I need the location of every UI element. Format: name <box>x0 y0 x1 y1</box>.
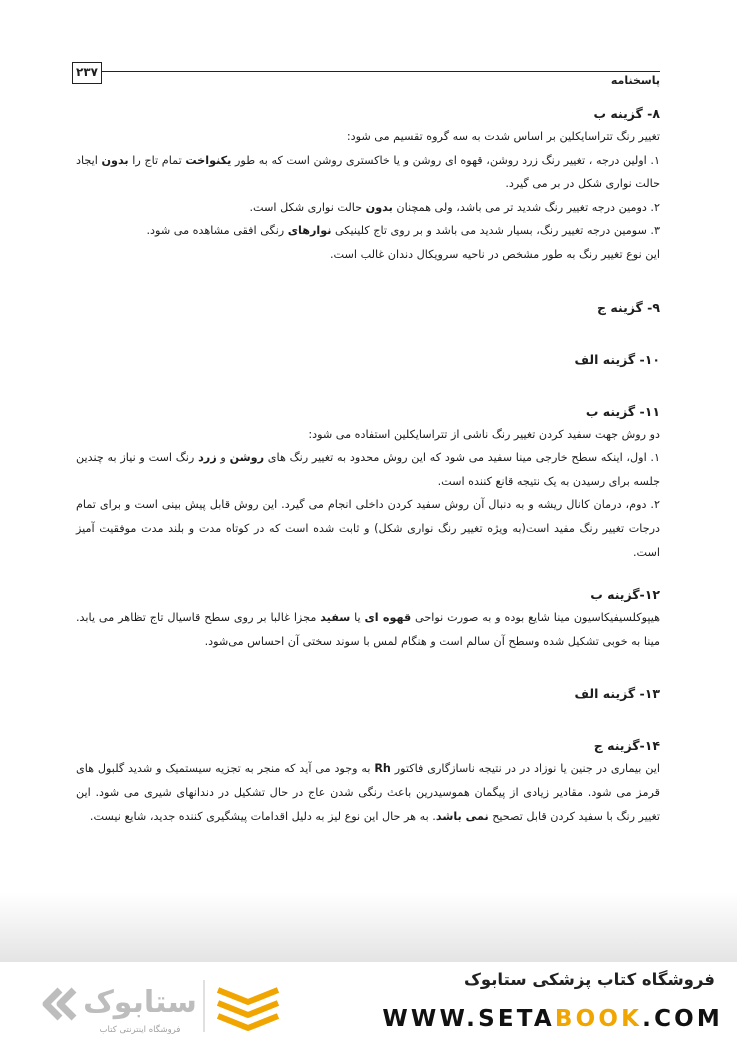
answer-12-text: هیپوکلسیفیکاسیون مینا شایع بوده و به صورت نواحی قهوه ای یا سفید مجزا غالبا بر روی سطح قاسیال تاج تظاهر می یابد. مینا به خوبی تشکیل شده وسطح آن سالم است و هنگام لمس با سوند سختی آن احساس می‌شود. <box>76 611 661 648</box>
running-title: پاسخنامه <box>610 74 660 87</box>
setabook-logo <box>36 976 286 1036</box>
page-header <box>72 62 660 92</box>
answer-14-text: این بیماری در جنین یا نوزاد در در نتیجه ناسازگاری فاکتور Rh به وجود می آید که منجر به تجزیه سیستمیک و شدید گلبول های قرمز می شود. مقادیر زیادی از پیگمان هموسیدرین باعث رنگی شدن عاج در حال تشکیل در دندانهای شیری می شود. این تغییر رنگ با سفید کردن قابل تصحیح نمی باشد. به هر حال این نوع لیز به دلیل اقدامات پیشگیری کننده جدید، شایع نیست. <box>76 762 660 823</box>
answer-heading-11: ۱۱- گزینه ب <box>585 403 660 419</box>
store-name: فروشگاه کتاب پزشکی ستابوک <box>464 970 715 989</box>
answer-heading-10: ۱۰- گزینه الف <box>574 351 660 367</box>
answer-heading-12: ۱۲-گزینه ب <box>590 587 660 603</box>
answer-8-item-2: ۲. دومین درجه تغییر رنگ شدید تر می باشد، ولی همچنان بدون حالت نواری شکل است. <box>249 200 660 214</box>
answer-content <box>76 103 660 828</box>
page-number: ۲۳۷ <box>72 62 102 84</box>
header-rule <box>72 71 660 72</box>
answer-8-item-3: ۳. سومین درجه تغییر رنگ، بسیار شدید می باشد و بر روی تاج کلینیکی نوارهای رنگی افقی مشاهده می شود. <box>146 224 660 238</box>
chevrons-icon <box>46 990 74 1018</box>
logo-wordmark: ستابوک <box>83 985 197 1020</box>
answer-8-intro: تغییر رنگ تتراسایکلین بر اساس شدت به سه گروه تقسیم می شود: <box>346 130 660 143</box>
store-footer <box>0 962 737 1044</box>
logo-subtitle: فروشگاه اینترنتی کتاب <box>99 1025 181 1035</box>
answer-8-note: این نوع تغییر رنگ به طور مشخص در ناحیه سرویکال دندان غالب است. <box>330 247 660 261</box>
answer-8-item-1: ۱. اولین درجه ، تغییر رنگ زرد روشن، قهوه ای روشن و یا خاکستری روشن است که به طور یکنواخت تمام تاج را بدون ایجاد حالت نواری شکل در بر می گیرد. <box>76 153 660 191</box>
answer-heading-9: ۹- گزینه ج <box>597 299 660 315</box>
book-stack-icon <box>218 990 278 1028</box>
answer-11-item-1: ۱. اول، اینکه سطح خارجی مینا سفید می شود که این روش محدود به تغییر رنگ های روشن و زرد رنگ است و نیاز به چندین جلسه برای رسیدن به یک نتیجه قانع کننده است. <box>76 451 660 488</box>
answer-11-intro: دو روش جهت سفید کردن تغییر رنگ ناشی از تتراسایکلین استفاده می شود: <box>308 427 660 441</box>
answer-11-item-2: ۲. دوم، درمان کانال ریشه و به دنبال آن روش سفید کردن داخلی انجام می گیرد. این روش قابل پیش بینی است و برای تمام درجات تغییر رنگ مفید است(به ویژه تغییر رنگ نواری شکل) و ثابت شده است که در کوتاه مدت و بلند مدت موفقیت آمیز است. <box>76 498 660 559</box>
answer-heading-14: ۱۴-گزینه ج <box>593 738 660 754</box>
answer-heading-8: ۸- گزینه ب <box>593 106 660 121</box>
answer-heading-13: ۱۳- گزینه الف <box>574 686 660 702</box>
store-url[interactable]: WWW.SETABOOK.COM <box>382 1006 723 1032</box>
